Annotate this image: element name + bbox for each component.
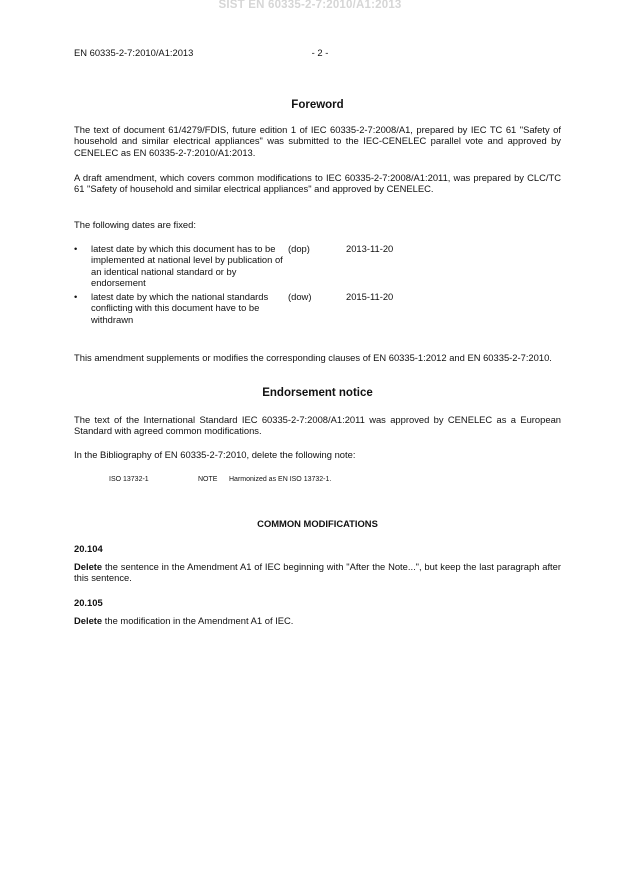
note-label: NOTE — [198, 476, 218, 483]
dates-intro: The following dates are fixed: — [74, 219, 196, 230]
common-modifications-title: COMMON MODIFICATIONS — [257, 518, 378, 529]
bullet: • — [74, 291, 78, 302]
date-item-description: latest date by which the national standards conflicting with this document have to be withdrawn — [91, 291, 269, 325]
header-document-id: EN 60335-2-7:2010/A1:2013 — [74, 47, 194, 58]
foreword-paragraph-1: The text of document 61/4279/FDIS, future edition 1 of IEC 60335-2-7:2008/A1, prepared by IEC TC 61 "Safety of household and similar electrical appliances" was submitted to the IEC-CENELEC parallel vote and approved by CENELEC as EN 60335-2-7:2010/A1:2013. — [74, 124, 561, 158]
clause-number: 20.105 — [74, 597, 103, 608]
date-item-description: latest date by which this document has to be implemented at national level by publication of an identical national standard or by endorsement — [91, 243, 283, 289]
date-item-code: (dow) — [288, 291, 312, 302]
date-item-date: 2013-11-20 — [346, 243, 394, 254]
watermark: SIST EN 60335-2-7:2010/A1:2013 — [218, 0, 402, 11]
clause-body: the modification in the Amendment A1 of IEC. — [102, 615, 294, 626]
date-item-date: 2015-11-20 — [346, 291, 394, 302]
date-item-code: (dop) — [288, 243, 310, 254]
endorsement-paragraph-2: In the Bibliography of EN 60335-2-7:2010, delete the following note: — [74, 449, 356, 460]
clause-body: the sentence in the Amendment A1 of IEC beginning with "After the Note...", but keep the last paragraph after this sentence. — [74, 561, 561, 584]
note-text: Harmonized as EN ISO 13732-1. — [229, 476, 332, 483]
endorsement-paragraph-1: The text of the International Standard IEC 60335-2-7:2008/A1:2011 was approved by CENELEC as a European Standard with agreed common modifications. — [74, 414, 561, 437]
foreword-title: Foreword — [291, 99, 344, 111]
bullet: • — [74, 243, 78, 254]
endorsement-title: Endorsement notice — [262, 387, 373, 399]
foreword-paragraph-3: This amendment supplements or modifies the corresponding clauses of EN 60335-1:2012 and EN 60335-2-7:2010. — [74, 352, 552, 363]
clause-text — [74, 561, 561, 584]
clause-keyword: Delete — [74, 561, 103, 572]
page-number: - 2 - — [311, 47, 329, 58]
note-reference: ISO 13732-1 — [109, 476, 149, 483]
clause-keyword: Delete — [74, 615, 103, 626]
foreword-paragraph-2: A draft amendment, which covers common modifications to IEC 60335-2-7:2008/A1:2011, was prepared by CLC/TC 61 "Safety of household and similar electrical appliances" and approved by CENELEC. — [74, 172, 561, 195]
clause-number: 20.104 — [74, 543, 103, 554]
clause-text — [74, 615, 561, 626]
